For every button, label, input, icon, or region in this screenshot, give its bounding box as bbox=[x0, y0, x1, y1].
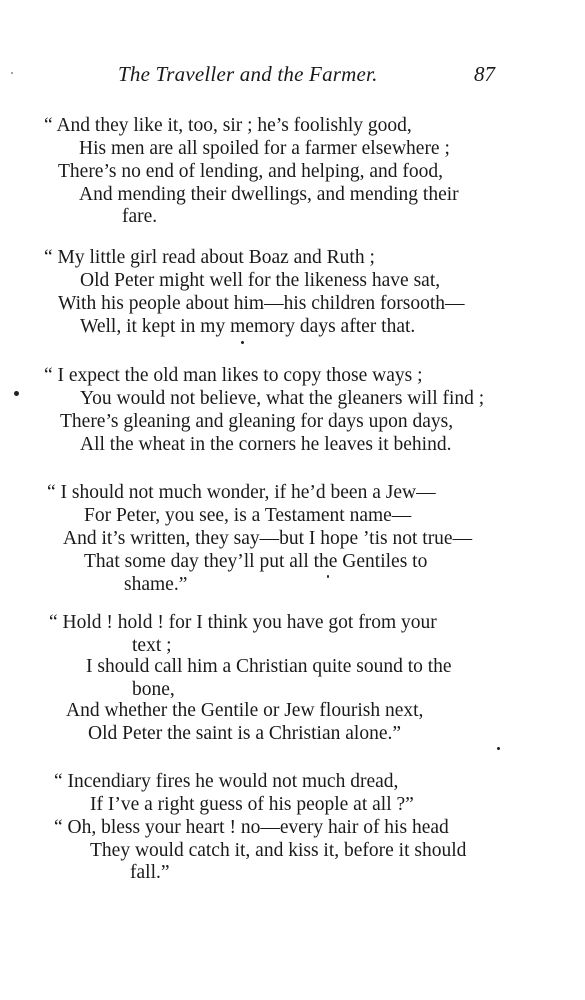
running-title: The Traveller and the Farmer. bbox=[118, 62, 378, 86]
verse-line: “ I should not much wonder, if he’d been a Jew— bbox=[47, 482, 436, 503]
verse-line: “ My little girl read about Boaz and Ruth ; bbox=[44, 247, 375, 268]
page-header bbox=[0, 62, 585, 92]
verse-line: And mending their dwellings, and mending their bbox=[79, 184, 459, 205]
verse-line: And it’s written, they say—but I hope ’tis not true— bbox=[63, 528, 473, 549]
verse-line: There’s gleaning and gleaning for days upon days, bbox=[60, 411, 454, 432]
verse-line: “ I expect the old man likes to copy those ways ; bbox=[44, 365, 423, 386]
verse-line: With his people about him—his children forsooth— bbox=[58, 293, 465, 314]
verse-line: If I’ve a right guess of his people at all ?” bbox=[90, 794, 414, 815]
verse-line: I should call him a Christian quite sound to the bbox=[86, 656, 452, 677]
ink-speck bbox=[14, 391, 19, 396]
verse-line: “ Hold ! hold ! for I think you have got from your bbox=[49, 612, 437, 633]
ink-speck bbox=[497, 747, 500, 750]
verse-line: Well, it kept in my memory days after that. bbox=[80, 316, 416, 337]
ink-speck bbox=[327, 575, 329, 578]
verse-line: They would catch it, and kiss it, before it should bbox=[90, 840, 467, 861]
verse-line: Old Peter the saint is a Christian alone.” bbox=[88, 723, 402, 744]
verse-line: There’s no end of lending, and helping, and food, bbox=[58, 161, 444, 182]
verse-line: bone, bbox=[132, 679, 175, 700]
verse-line: text ; bbox=[132, 635, 172, 656]
verse-line: “ Incendiary fires he would not much dread, bbox=[54, 771, 399, 792]
verse-line: That some day they’ll put all the Gentiles to bbox=[84, 551, 428, 572]
verse-line: You would not believe, what the gleaners will find ; bbox=[80, 388, 485, 409]
ink-speck bbox=[241, 341, 244, 344]
verse-line: fare. bbox=[122, 206, 158, 227]
verse-line: And whether the Gentile or Jew flourish next, bbox=[66, 700, 424, 721]
verse-line: Old Peter might well for the likeness have sat, bbox=[80, 270, 441, 291]
verse-line: “ And they like it, too, sir ; he’s foolishly good, bbox=[44, 115, 412, 136]
verse-line: For Peter, you see, is a Testament name— bbox=[84, 505, 412, 526]
verse-line: shame.” bbox=[124, 574, 188, 595]
verse-line: All the wheat in the corners he leaves it behind. bbox=[80, 434, 452, 455]
ink-speck bbox=[11, 72, 13, 74]
verse-line: fall.” bbox=[130, 862, 170, 883]
verse-line: His men are all spoiled for a farmer elsewhere ; bbox=[79, 138, 450, 159]
page-number: 87 bbox=[474, 62, 495, 86]
verse-line: “ Oh, bless your heart ! no—every hair of his head bbox=[54, 817, 449, 838]
